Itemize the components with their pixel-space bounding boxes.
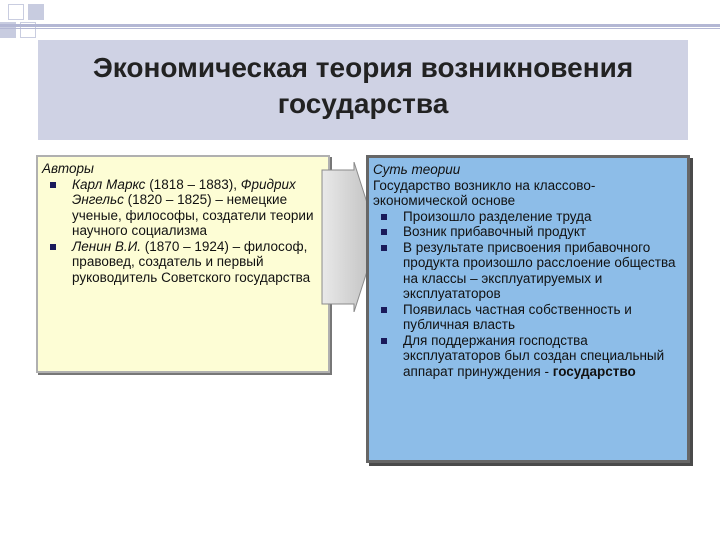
essence-panel [366, 155, 690, 463]
square-bullet-icon [381, 229, 387, 235]
square-bullet-icon [381, 245, 387, 251]
square-bullet-icon [381, 214, 387, 220]
square-bullet-icon [381, 307, 387, 313]
author-description: (1820 – 1825) – немецкие ученые, философы, создатели теории научного социализма [72, 192, 314, 238]
list-item [42, 239, 322, 286]
list-item [42, 177, 322, 239]
author-name: Карл Маркс [72, 176, 146, 192]
square-bullet-icon [50, 244, 56, 250]
authors-heading: Авторы [42, 161, 94, 176]
list-item [373, 240, 681, 302]
decorative-rule [0, 28, 720, 29]
author-name: Фридрих Энгельс [72, 176, 296, 207]
slide-title-line1: Экономическая теория возникновения [92, 52, 634, 83]
slide-title-line2: государства [277, 88, 449, 119]
list-item-text: Появилась частная собственность и публичная власть [403, 301, 632, 332]
square-bullet-icon [381, 338, 387, 344]
list-item-text: Для поддержания господства эксплуататоров был создан специальный аппарат принуждения - [403, 332, 665, 379]
list-item-text: Произошло разделение труда [403, 208, 592, 224]
slide-title [38, 50, 688, 122]
list-item-bold-text: государство [552, 363, 636, 379]
author-dates: (1818 – 1883), [145, 176, 238, 192]
essence-intro-text: Государство возникло на классово-экономической основе [373, 177, 596, 208]
essence-intro [373, 178, 681, 209]
author-description: (1870 – 1924) – философ, правовед, создатель и первый руководитель Советского государства [72, 238, 311, 285]
square-bullet-icon [50, 182, 56, 188]
essence-heading: Суть теории [373, 162, 461, 177]
decorative-rule [0, 24, 720, 27]
list-item [373, 209, 681, 225]
list-item-text: В результате присвоения прибавочного продукта произошло расслоение общества на классы – эксплуатируемых и эксплуататоров [403, 239, 676, 301]
list-item [373, 333, 681, 380]
list-item [373, 224, 681, 240]
decorative-square [28, 4, 44, 20]
author-name: Ленин В.И. [72, 238, 142, 254]
list-item [373, 302, 681, 333]
authors-panel [36, 155, 330, 373]
decorative-square [8, 4, 24, 20]
list-item-text: Возник прибавочный продукт [403, 224, 587, 239]
